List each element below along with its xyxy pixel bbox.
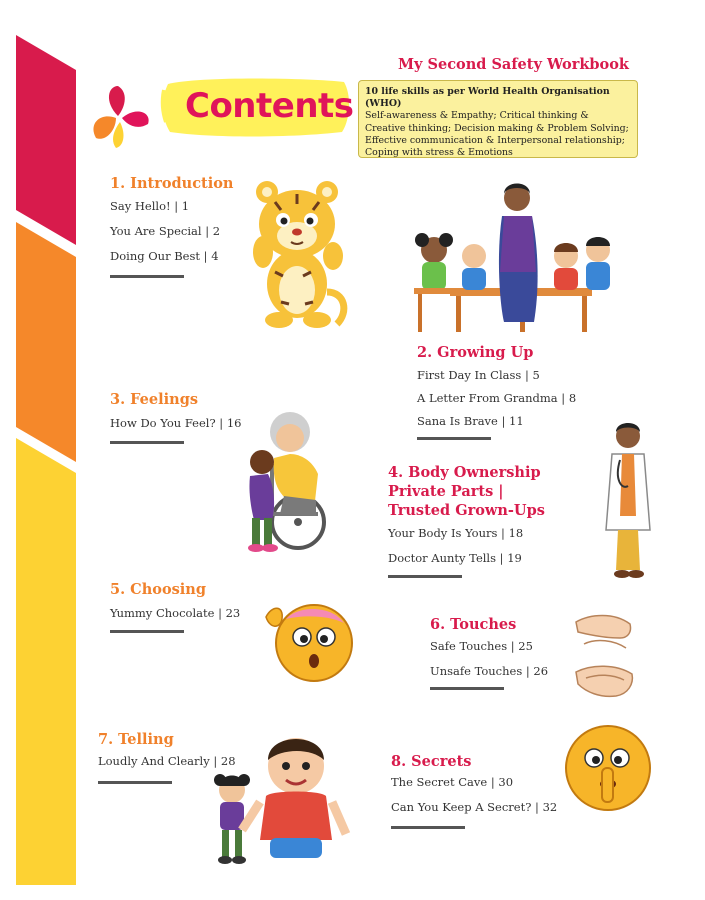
- section-6-heading: 6. Touches: [430, 616, 517, 633]
- book-title: My Second Safety Workbook: [398, 56, 629, 73]
- who-box-title: 10 life skills as per World Health Organisation (WHO): [365, 86, 610, 110]
- section-5-heading: 5. Choosing: [110, 581, 206, 598]
- section-4-heading-line-3: Trusted Grown-Ups: [388, 502, 545, 519]
- section-2-item-3: Sana Is Brave | 11: [417, 414, 524, 428]
- section-4-item-2: Doctor Aunty Tells | 19: [388, 551, 522, 565]
- section-3-heading: 3. Feelings: [110, 391, 198, 408]
- section-2-item-2: A Letter From Grandma | 8: [417, 391, 577, 405]
- logo-icon: [86, 82, 158, 154]
- section-1-item-1: Say Hello! | 1: [110, 199, 190, 213]
- section-6-item-1: Safe Touches | 25: [430, 639, 533, 653]
- doctor-illustration: [596, 420, 660, 582]
- who-life-skills-box: [358, 80, 638, 158]
- section-4-item-1: Your Body Is Yours | 18: [388, 526, 524, 540]
- section-1-underline: [110, 275, 184, 278]
- section-4-underline: [388, 575, 462, 578]
- section-5-underline: [110, 630, 184, 633]
- section-7-heading: 7. Telling: [98, 731, 174, 748]
- tiger-cub-illustration: [245, 172, 355, 330]
- section-1-item-3: Doing Our Best | 4: [110, 249, 219, 263]
- left-color-stripe: [0, 0, 80, 900]
- section-8-item-1: The Secret Cave | 30: [391, 775, 514, 789]
- section-8-item-2: Can You Keep A Secret? | 32: [391, 800, 558, 814]
- classroom-illustration: [404, 176, 616, 336]
- children-illustration: [196, 730, 356, 870]
- page-title: Contents: [185, 86, 354, 126]
- section-2-heading: 2. Growing Up: [417, 344, 534, 361]
- confused-emoji-illustration: [258, 599, 358, 685]
- section-1-heading: 1. Introduction: [110, 175, 234, 192]
- section-2-item-1: First Day In Class | 5: [417, 368, 540, 382]
- section-7-item-1: Loudly And Clearly | 28: [98, 754, 236, 768]
- section-2-underline: [417, 437, 491, 440]
- section-3-underline: [110, 441, 184, 444]
- section-8-heading: 8. Secrets: [391, 753, 472, 770]
- who-box-text: Self-awareness & Empathy; Critical thinking & Creative thinking; Decision making & Problem Solving; Effective communication & Interpersonal relationship; Coping with stress & Emotions: [365, 110, 629, 159]
- section-6-underline: [430, 687, 504, 690]
- grandma-wheelchair-illustration: [228, 404, 328, 556]
- shush-emoji-illustration: [562, 722, 654, 814]
- section-1-item-2: You Are Special | 2: [110, 224, 221, 238]
- section-5-item-1: Yummy Chocolate | 23: [110, 606, 241, 620]
- hands-illustration: [570, 608, 638, 704]
- section-3-item-1: How Do You Feel? | 16: [110, 416, 242, 430]
- section-4-heading-line-1: 4. Body Ownership: [388, 464, 541, 481]
- section-7-underline: [98, 781, 172, 784]
- section-6-item-2: Unsafe Touches | 26: [430, 664, 549, 678]
- section-8-underline: [391, 826, 465, 829]
- section-4-heading-line-2: Private Parts |: [388, 483, 504, 500]
